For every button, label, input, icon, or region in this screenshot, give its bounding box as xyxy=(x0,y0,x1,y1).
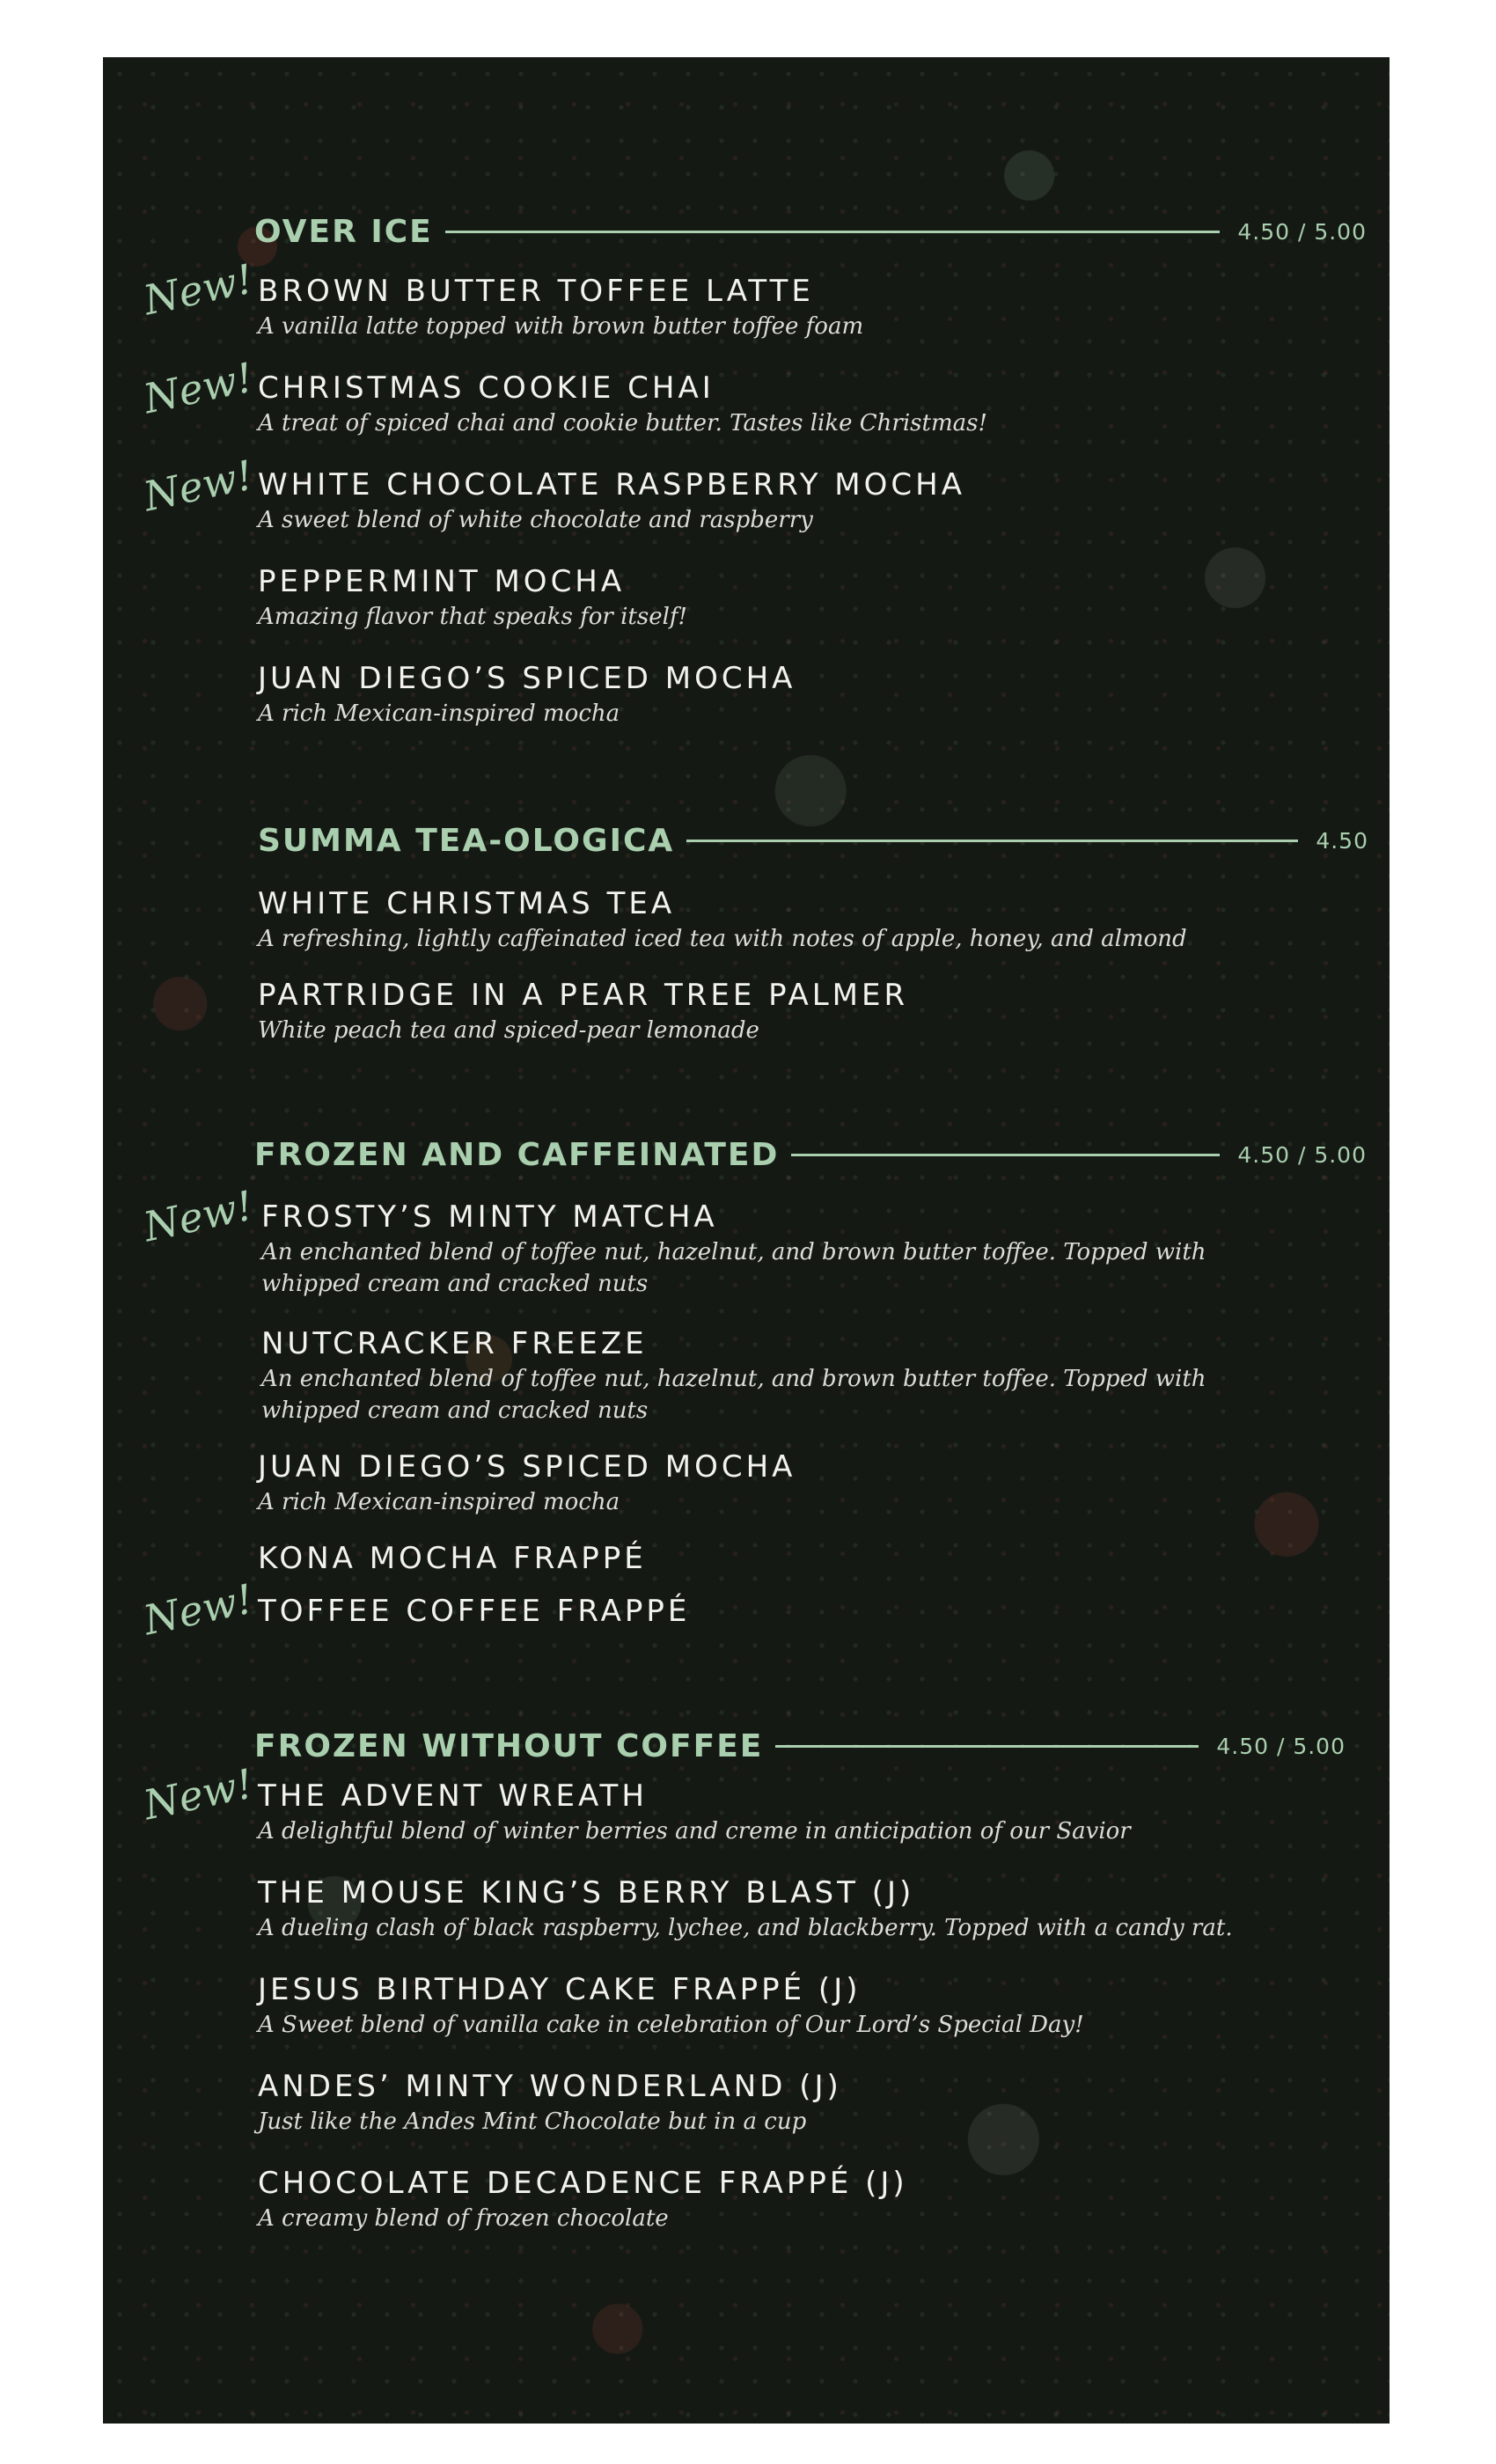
item-description: A sweet blend of white chocolate and raspberry xyxy=(258,507,813,533)
item-description: A dueling clash of black raspberry, lychee, and blackberry. Topped with a candy rat. xyxy=(258,1915,1233,1941)
item-description: A rich Mexican-inspired mocha xyxy=(258,1489,620,1515)
item-name: PEPPERMINT MOCHA xyxy=(258,564,626,599)
divider xyxy=(686,840,1298,842)
section-price: 4.50 / 5.00 xyxy=(1237,218,1367,245)
menu-item xyxy=(258,562,1261,633)
menu-item xyxy=(258,884,1261,955)
item-name: JESUS BIRTHDAY CAKE FRAPPÉ (J) xyxy=(258,1972,862,2007)
menu-item xyxy=(258,1874,1375,1944)
item-name: KONA MOCHA FRAPPÉ xyxy=(258,1541,647,1576)
section-title: FROZEN AND CAFFEINATED xyxy=(254,1136,780,1173)
item-description: A Sweet blend of vanilla cake in celebration of Our Lord’s Special Day! xyxy=(258,2012,1084,2038)
menu-item xyxy=(258,466,1261,536)
item-name: TOFFEE COFFEE FRAPPÉ xyxy=(258,1594,691,1629)
item-description: An enchanted blend of toffee nut, hazelnut, and brown butter toffee. Topped with whipped cream and cracked nuts xyxy=(261,1366,1206,1424)
menu-item xyxy=(258,976,1261,1046)
item-name: ANDES’ MINTY WONDERLAND (J) xyxy=(258,2069,842,2104)
item-name: JUAN DIEGO’S SPICED MOCHA xyxy=(258,661,796,696)
menu-board xyxy=(103,57,1390,2424)
item-name: FROSTY’S MINTY MATCHA xyxy=(261,1199,718,1235)
item-name: BROWN BUTTER TOFFEE LATTE xyxy=(258,274,814,309)
menu-item xyxy=(258,1448,1261,1518)
menu-item xyxy=(261,1198,1265,1300)
item-description: White peach tea and spiced-pear lemonade xyxy=(258,1017,759,1044)
item-name: THE ADVENT WREATH xyxy=(258,1778,648,1814)
menu-item xyxy=(258,2164,1261,2234)
new-badge: New! xyxy=(139,1759,258,1830)
divider xyxy=(775,1745,1199,1748)
item-description: A treat of spiced chai and cookie butter. Tastes like Christmas! xyxy=(258,410,987,436)
section-price: 4.50 / 5.00 xyxy=(1237,1141,1367,1168)
menu-item xyxy=(258,659,1261,730)
new-badge: New! xyxy=(139,353,258,423)
item-description: Amazing flavor that speaks for itself! xyxy=(258,604,687,630)
section-title: OVER ICE xyxy=(254,213,433,250)
section-price: 4.50 xyxy=(1316,827,1368,854)
menu-item xyxy=(258,369,1261,439)
item-description: A vanilla latte topped with brown butter toffee foam xyxy=(258,313,864,340)
menu-item xyxy=(261,1324,1265,1426)
menu-item xyxy=(258,272,1261,342)
menu-item xyxy=(258,1777,1261,1847)
item-description: Just like the Andes Mint Chocolate but in a cup xyxy=(258,2108,807,2135)
item-description: An enchanted blend of toffee nut, hazelnut, and brown butter toffee. Topped with whipped cream and cracked nuts xyxy=(261,1239,1206,1297)
section-header-over-ice xyxy=(254,209,1367,253)
item-name: WHITE CHOCOLATE RASPBERRY MOCHA xyxy=(258,467,965,502)
section-title: FROZEN WITHOUT COFFEE xyxy=(254,1727,764,1764)
section-header-summa-tea-ologica xyxy=(258,818,1368,862)
new-badge: New! xyxy=(139,1181,258,1251)
section-header-frozen-and-caffeinated xyxy=(254,1133,1367,1177)
item-name: CHRISTMAS COOKIE CHAI xyxy=(258,370,715,406)
new-badge: New! xyxy=(139,1574,258,1645)
item-name: CHOCOLATE DECADENCE FRAPPÉ (J) xyxy=(258,2166,908,2201)
section-title: SUMMA TEA-OLOGICA xyxy=(258,822,675,859)
menu-item xyxy=(258,2067,1261,2138)
item-description: A rich Mexican-inspired mocha xyxy=(258,700,620,727)
item-description: A creamy blend of frozen chocolate xyxy=(258,2205,669,2232)
new-badge: New! xyxy=(139,254,258,325)
menu-item xyxy=(258,1539,1261,1578)
divider xyxy=(791,1154,1220,1156)
section-price: 4.50 / 5.00 xyxy=(1216,1733,1346,1759)
menu-item xyxy=(258,1970,1261,2041)
section-header-frozen-without-coffee xyxy=(254,1724,1346,1768)
item-name: WHITE CHRISTMAS TEA xyxy=(258,886,676,921)
item-name: THE MOUSE KING’S BERRY BLAST (J) xyxy=(258,1875,915,1910)
item-name: PARTRIDGE IN A PEAR TREE PALMER xyxy=(258,978,909,1013)
divider xyxy=(445,231,1221,233)
new-badge: New! xyxy=(139,451,258,521)
item-description: A delightful blend of winter berries and creme in anticipation of our Savior xyxy=(258,1818,1131,1844)
item-name: JUAN DIEGO’S SPICED MOCHA xyxy=(258,1449,796,1485)
menu-item xyxy=(258,1592,1261,1631)
item-description: A refreshing, lightly caffeinated iced tea with notes of apple, honey, and almond xyxy=(258,926,1187,952)
item-name: NUTCRACKER FREEZE xyxy=(261,1326,648,1361)
